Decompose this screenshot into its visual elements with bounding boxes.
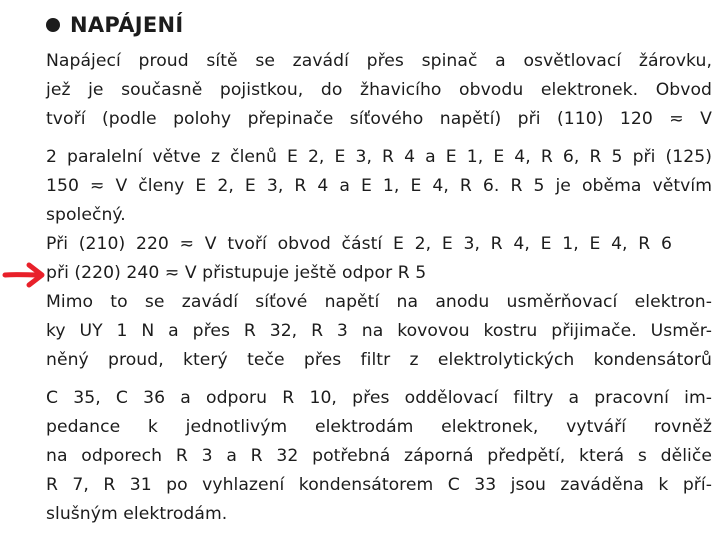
text-line: Mimo to se zavádí síťové napětí na anodu usměrňovací elektron- — [46, 292, 712, 312]
text-line: na odporech R 3 a R 32 potřebná záporná předpětí, která s děliče — [46, 446, 712, 466]
text-line: ky UY 1 N a přes R 32, R 3 na kovovou kostru přijimače. Usměr- — [46, 321, 712, 341]
text-line: C 35, C 36 a odporu R 10, přes oddělovací filtry a pracovní im- — [46, 388, 712, 408]
text-line: Napájecí proud sítě se zavádí přes spinač a osvětlovací žárovku, — [46, 51, 712, 71]
heading-text: NAPÁJENÍ — [70, 13, 184, 37]
bullet-icon — [46, 18, 60, 32]
text-line: pedance k jednotlivým elektrodám elektronek, vytváří rovněž — [46, 417, 712, 437]
text-line: Při (210) 220 ≂ V tvoří obvod částí E 2, E 3, R 4, E 1, E 4, R 6 — [46, 234, 672, 254]
text-line: slušným elektrodám. — [46, 504, 228, 524]
text-line: 150 ≂ V členy E 2, E 3, R 4 a E 1, E 4, R 6. R 5 je oběma větvím — [46, 176, 712, 196]
text-line: společný. — [46, 205, 126, 225]
text-line: něný proud, který teče přes filtr z elektrolytických kondensátorů — [46, 350, 712, 370]
text-line-marked: při (220) 240 ≂ V přistupuje ještě odpor R 5 — [46, 263, 427, 283]
text-line: tvoří (podle polohy přepinače síťového napětí) při (110) 120 ≂ V — [46, 109, 712, 129]
red-arrow-icon — [2, 260, 46, 290]
text-line: R 7, R 31 po vyhlazení kondensátorem C 33 jsou zaváděna k pří- — [46, 475, 712, 495]
section-heading — [46, 10, 184, 40]
text-line: jež je současně pojistkou, do žhavicího obvodu elektronek. Obvod — [46, 80, 712, 100]
text-line: 2 paralelní větve z členů E 2, E 3, R 4 a E 1, E 4, R 6, R 5 při (125) — [46, 147, 712, 167]
